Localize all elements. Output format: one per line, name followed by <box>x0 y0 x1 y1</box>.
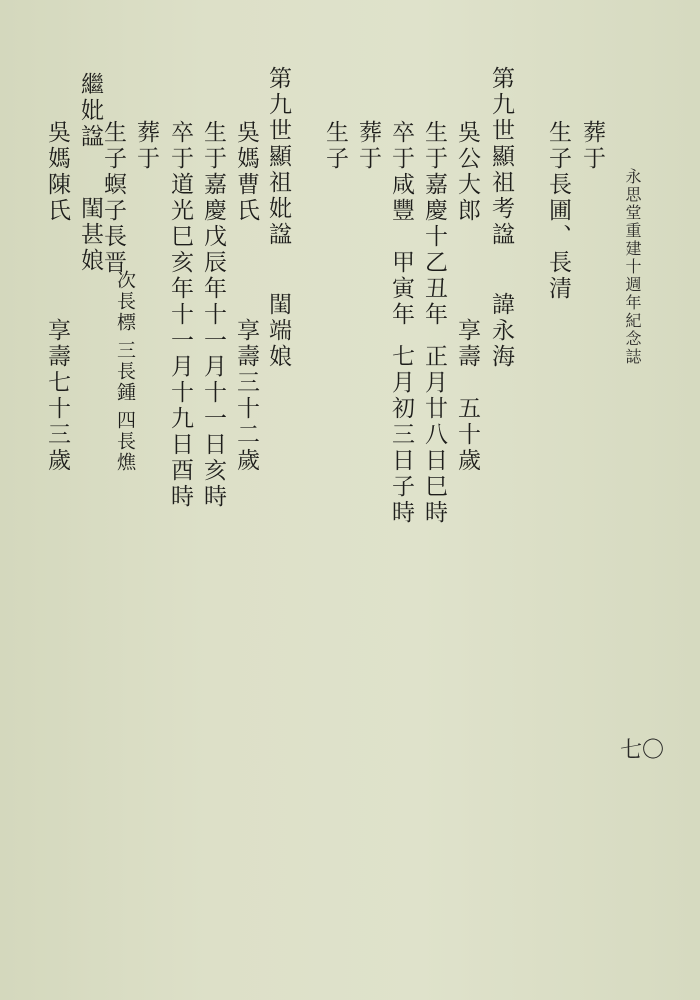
ancestress-name: 吳媽陳氏 <box>44 120 70 224</box>
lifespan: 享壽三十二歲 <box>233 318 259 474</box>
children-line: 生子 <box>322 120 348 172</box>
successor-heading: 繼妣諡 <box>77 72 103 150</box>
ancestor-name: 吳公大郎 <box>454 120 480 224</box>
generation-heading: 第九世顯祖妣諡 <box>265 66 291 248</box>
birth-date: 生于嘉慶十乙丑年 <box>421 120 447 328</box>
third-son: 三長鍾 <box>114 340 136 403</box>
fourth-son: 四長燋 <box>114 410 136 473</box>
maiden-name: 閨端娘 <box>265 292 291 370</box>
running-header: 永思堂重建十週年紀念誌 <box>623 168 642 366</box>
adopted-son: 螟子長晋 <box>100 172 126 276</box>
birth-time: 正月廿八日巳時 <box>421 344 447 526</box>
death-date: 卒于咸豐 甲寅年 <box>388 120 414 328</box>
burial-line: 葬于 <box>133 120 159 172</box>
lifespan: 享壽七十三歲 <box>44 318 70 474</box>
death-time: 七月初三日子時 <box>388 344 414 526</box>
burial-line: 葬于 <box>579 120 605 172</box>
burial-line: 葬于 <box>355 120 381 172</box>
maiden-name: 閨甚娘 <box>77 196 103 274</box>
ancestress-name: 吳媽曹氏 <box>233 120 259 224</box>
second-son: 次長標 <box>114 270 136 333</box>
birth-date: 生于嘉慶戊辰年十一月十一日亥時 <box>200 120 226 510</box>
children-line: 生子長圃、長清 <box>545 120 571 302</box>
lifespan: 享壽 五十歲 <box>454 318 480 474</box>
taboo-name: 諱永海 <box>488 292 514 370</box>
children-line: 生子 <box>100 120 126 172</box>
death-date: 卒于道光巳亥年十一月十九日酉時 <box>167 120 193 510</box>
page-number: 七〇 <box>620 738 665 763</box>
generation-heading: 第九世顯祖考諡 <box>488 66 514 248</box>
